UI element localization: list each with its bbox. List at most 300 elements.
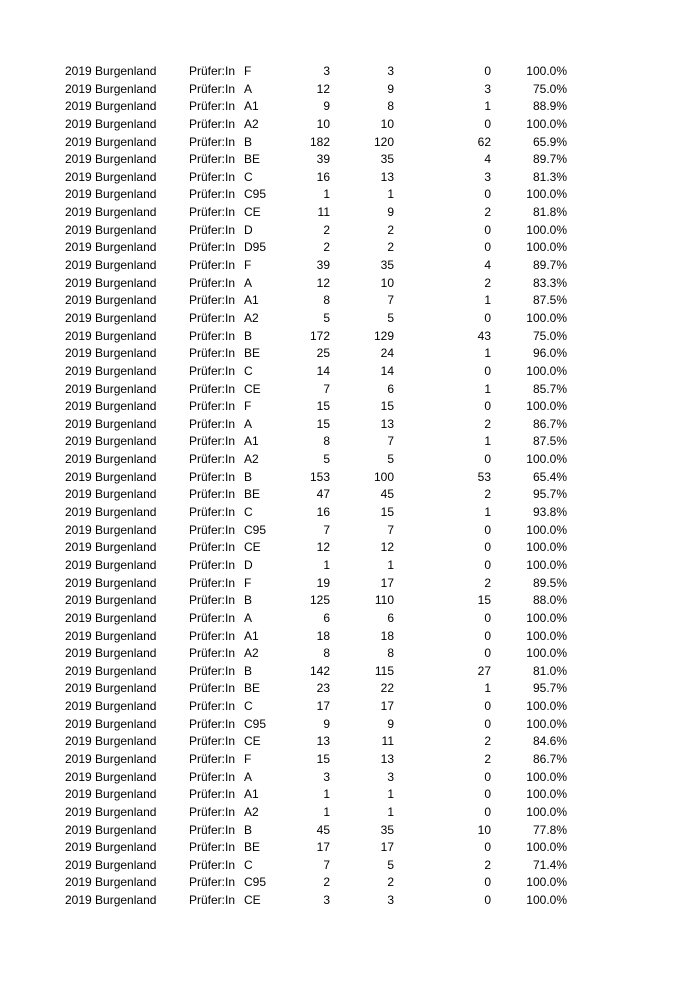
total-count-cell: 39: [316, 152, 330, 167]
region-cell: 2019 Burgenland: [65, 751, 157, 766]
pass-rate-cell: 100.0%: [526, 522, 567, 537]
table-row: [0, 839, 700, 857]
region-cell: 2019 Burgenland: [65, 275, 157, 290]
table-row: [0, 433, 700, 451]
total-count-cell: 7: [323, 857, 330, 872]
passed-count-cell: 129: [373, 328, 394, 343]
table-row: [0, 522, 700, 540]
region-cell: 2019 Burgenland: [65, 169, 157, 184]
table-row: [0, 416, 700, 434]
role-cell: Prüfer:In: [189, 557, 236, 572]
role-cell: Prüfer:In: [189, 769, 236, 784]
passed-count-cell: 3: [387, 893, 394, 908]
total-count-cell: 9: [323, 716, 330, 731]
license-class-cell: C95: [244, 716, 267, 731]
failed-count-cell: 2: [484, 205, 491, 220]
pass-rate-cell: 85.7%: [532, 381, 567, 396]
license-class-cell: F: [244, 258, 252, 273]
pass-rate-cell: 87.5%: [532, 293, 567, 308]
pass-rate-cell: 100.0%: [526, 646, 567, 661]
license-class-cell: A1: [244, 434, 259, 449]
region-cell: 2019 Burgenland: [65, 557, 157, 572]
passed-count-cell: 100: [373, 469, 394, 484]
failed-count-cell: 1: [484, 99, 491, 114]
total-count-cell: 23: [316, 681, 330, 696]
total-count-cell: 1: [323, 787, 330, 802]
region-cell: 2019 Burgenland: [65, 134, 157, 149]
failed-count-cell: 1: [484, 505, 491, 520]
role-cell: Prüfer:In: [189, 610, 236, 625]
pass-rate-cell: 95.7%: [532, 487, 567, 502]
license-class-cell: A: [244, 416, 253, 431]
table-row: [0, 451, 700, 469]
passed-count-cell: 115: [374, 663, 394, 678]
pass-rate-cell: 83.3%: [532, 275, 567, 290]
passed-count-cell: 1: [387, 787, 394, 802]
pass-rate-cell: 100.0%: [526, 116, 567, 131]
passed-count-cell: 120: [373, 134, 394, 149]
role-cell: Prüfer:In: [189, 81, 236, 96]
failed-count-cell: 4: [484, 152, 491, 167]
license-class-cell: A1: [244, 293, 259, 308]
passed-count-cell: 13: [380, 416, 394, 431]
passed-count-cell: 12: [380, 540, 394, 555]
table-row: [0, 610, 700, 628]
table-row: [0, 186, 700, 204]
region-cell: 2019 Burgenland: [65, 593, 157, 608]
region-cell: 2019 Burgenland: [65, 381, 157, 396]
table-row: [0, 292, 700, 310]
region-cell: 2019 Burgenland: [65, 769, 157, 784]
role-cell: Prüfer:In: [189, 205, 236, 220]
role-cell: Prüfer:In: [189, 134, 236, 149]
role-cell: Prüfer:In: [189, 222, 236, 237]
passed-count-cell: 5: [387, 857, 394, 872]
passed-count-cell: 9: [387, 716, 394, 731]
failed-count-cell: 2: [484, 734, 491, 749]
passed-count-cell: 15: [380, 399, 394, 414]
failed-count-cell: 0: [484, 557, 491, 572]
region-cell: 2019 Burgenland: [65, 187, 157, 202]
region-cell: 2019 Burgenland: [65, 205, 157, 220]
passed-count-cell: 22: [380, 681, 394, 696]
license-class-cell: A2: [244, 310, 259, 325]
passed-count-cell: 6: [387, 610, 394, 625]
failed-count-cell: 0: [484, 452, 491, 467]
role-cell: Prüfer:In: [189, 505, 236, 520]
failed-count-cell: 0: [484, 187, 491, 202]
region-cell: 2019 Burgenland: [65, 293, 157, 308]
region-cell: 2019 Burgenland: [65, 452, 157, 467]
pass-rate-cell: 100.0%: [526, 840, 567, 855]
role-cell: Prüfer:In: [189, 663, 236, 678]
table-row: [0, 239, 700, 257]
total-count-cell: 1: [323, 557, 330, 572]
table-row: [0, 892, 700, 910]
license-class-cell: CE: [244, 893, 261, 908]
region-cell: 2019 Burgenland: [65, 540, 157, 555]
region-cell: 2019 Burgenland: [65, 840, 157, 855]
passed-count-cell: 5: [387, 452, 394, 467]
total-count-cell: 12: [316, 81, 330, 96]
table-row: [0, 575, 700, 593]
table-row: [0, 398, 700, 416]
table-row: [0, 733, 700, 751]
passed-count-cell: 5: [387, 310, 394, 325]
passed-count-cell: 1: [387, 804, 394, 819]
pass-rate-cell: 88.0%: [532, 593, 567, 608]
role-cell: Prüfer:In: [189, 328, 236, 343]
license-class-cell: A: [244, 769, 253, 784]
role-cell: Prüfer:In: [189, 487, 236, 502]
region-cell: 2019 Burgenland: [65, 663, 157, 678]
pass-rate-cell: 100.0%: [526, 787, 567, 802]
table-row: [0, 557, 700, 575]
table-row: [0, 151, 700, 169]
table-row: [0, 81, 700, 99]
pass-rate-cell: 81.0%: [532, 663, 567, 678]
pass-rate-cell: 75.0%: [532, 328, 567, 343]
total-count-cell: 1: [323, 187, 330, 202]
passed-count-cell: 9: [387, 205, 394, 220]
license-class-cell: F: [244, 575, 252, 590]
pass-rate-cell: 95.7%: [532, 681, 567, 696]
role-cell: Prüfer:In: [189, 840, 236, 855]
failed-count-cell: 0: [484, 610, 491, 625]
total-count-cell: 8: [323, 434, 330, 449]
role-cell: Prüfer:In: [189, 893, 236, 908]
license-class-cell: C: [244, 169, 253, 184]
pass-rate-cell: 100.0%: [526, 399, 567, 414]
role-cell: Prüfer:In: [189, 822, 236, 837]
region-cell: 2019 Burgenland: [65, 505, 157, 520]
failed-count-cell: 2: [484, 487, 491, 502]
license-class-cell: D95: [244, 240, 267, 255]
region-cell: 2019 Burgenland: [65, 99, 157, 114]
pass-rate-cell: 100.0%: [526, 187, 567, 202]
license-class-cell: F: [244, 751, 252, 766]
total-count-cell: 172: [309, 328, 330, 343]
total-count-cell: 3: [323, 64, 330, 78]
passed-count-cell: 10: [380, 275, 394, 290]
failed-count-cell: 43: [477, 328, 491, 343]
role-cell: Prüfer:In: [189, 346, 236, 361]
role-cell: Prüfer:In: [189, 628, 236, 643]
total-count-cell: 9: [323, 99, 330, 114]
passed-count-cell: 7: [387, 293, 394, 308]
failed-count-cell: 0: [484, 522, 491, 537]
failed-count-cell: 0: [484, 840, 491, 855]
failed-count-cell: 62: [477, 134, 491, 149]
pass-rate-cell: 84.6%: [532, 734, 567, 749]
failed-count-cell: 15: [477, 593, 491, 608]
pass-rate-cell: 77.8%: [532, 822, 567, 837]
failed-count-cell: 0: [484, 769, 491, 784]
region-cell: 2019 Burgenland: [65, 328, 157, 343]
passed-count-cell: 35: [380, 822, 394, 837]
failed-count-cell: 3: [484, 81, 491, 96]
license-class-cell: D: [244, 557, 253, 572]
pass-rate-cell: 100.0%: [526, 875, 567, 890]
region-cell: 2019 Burgenland: [65, 875, 157, 890]
table-row: [0, 310, 700, 328]
role-cell: Prüfer:In: [189, 258, 236, 273]
passed-count-cell: 17: [380, 575, 394, 590]
table-row: [0, 169, 700, 187]
role-cell: Prüfer:In: [189, 716, 236, 731]
failed-count-cell: 0: [484, 540, 491, 555]
region-cell: 2019 Burgenland: [65, 258, 157, 273]
pass-rate-cell: 86.7%: [532, 416, 567, 431]
total-count-cell: 10: [316, 116, 330, 131]
passed-count-cell: 9: [387, 81, 394, 96]
passed-count-cell: 11: [381, 734, 394, 749]
failed-count-cell: 0: [484, 222, 491, 237]
passed-count-cell: 7: [387, 434, 394, 449]
table-row: [0, 769, 700, 787]
role-cell: Prüfer:In: [189, 593, 236, 608]
table-row: [0, 822, 700, 840]
table-row: [0, 857, 700, 875]
total-count-cell: 25: [316, 346, 330, 361]
table-row: [0, 116, 700, 134]
license-class-cell: CE: [244, 540, 261, 555]
license-class-cell: B: [244, 593, 253, 608]
pass-rate-cell: 100.0%: [526, 769, 567, 784]
failed-count-cell: 3: [484, 169, 491, 184]
failed-count-cell: 0: [484, 399, 491, 414]
total-count-cell: 6: [323, 610, 330, 625]
failed-count-cell: 2: [484, 857, 491, 872]
table-row: [0, 786, 700, 804]
region-cell: 2019 Burgenland: [65, 699, 157, 714]
region-cell: 2019 Burgenland: [65, 310, 157, 325]
region-cell: 2019 Burgenland: [65, 363, 157, 378]
failed-count-cell: 2: [484, 275, 491, 290]
failed-count-cell: 53: [477, 469, 491, 484]
role-cell: Prüfer:In: [189, 363, 236, 378]
table-row: [0, 469, 700, 487]
license-class-cell: C: [244, 505, 253, 520]
passed-count-cell: 13: [380, 169, 394, 184]
failed-count-cell: 0: [484, 716, 491, 731]
license-class-cell: A1: [244, 628, 259, 643]
total-count-cell: 14: [316, 363, 330, 378]
passed-count-cell: 15: [380, 505, 394, 520]
total-count-cell: 13: [316, 734, 330, 749]
pass-rate-cell: 81.3%: [532, 169, 567, 184]
role-cell: Prüfer:In: [189, 416, 236, 431]
table-row: [0, 804, 700, 822]
table-row: [0, 363, 700, 381]
failed-count-cell: 27: [477, 663, 491, 678]
pass-rate-cell: 75.0%: [532, 81, 567, 96]
license-class-cell: C95: [244, 522, 267, 537]
table-row: [0, 539, 700, 557]
passed-count-cell: 110: [374, 593, 394, 608]
failed-count-cell: 0: [484, 804, 491, 819]
license-class-cell: BE: [244, 487, 261, 502]
pass-rate-cell: 71.4%: [532, 857, 567, 872]
role-cell: Prüfer:In: [189, 522, 236, 537]
pass-rate-cell: 93.8%: [532, 505, 567, 520]
region-cell: 2019 Burgenland: [65, 804, 157, 819]
region-cell: 2019 Burgenland: [65, 434, 157, 449]
region-cell: 2019 Burgenland: [65, 646, 157, 661]
license-class-cell: B: [244, 134, 253, 149]
license-class-cell: D: [244, 222, 253, 237]
total-count-cell: 11: [317, 205, 330, 220]
total-count-cell: 5: [323, 310, 330, 325]
role-cell: Prüfer:In: [189, 787, 236, 802]
region-cell: 2019 Burgenland: [65, 487, 157, 502]
license-class-cell: C95: [244, 875, 267, 890]
failed-count-cell: 1: [484, 434, 491, 449]
data-table: [0, 63, 700, 910]
failed-count-cell: 0: [484, 310, 491, 325]
license-class-cell: B: [244, 469, 253, 484]
passed-count-cell: 17: [380, 699, 394, 714]
failed-count-cell: 2: [484, 575, 491, 590]
region-cell: 2019 Burgenland: [65, 787, 157, 802]
total-count-cell: 142: [309, 663, 330, 678]
table-row: [0, 504, 700, 522]
total-count-cell: 45: [316, 822, 330, 837]
role-cell: Prüfer:In: [189, 116, 236, 131]
table-row: [0, 381, 700, 399]
total-count-cell: 17: [316, 699, 330, 714]
region-cell: 2019 Burgenland: [65, 822, 157, 837]
role-cell: Prüfer:In: [189, 734, 236, 749]
passed-count-cell: 2: [387, 875, 394, 890]
passed-count-cell: 7: [387, 522, 394, 537]
role-cell: Prüfer:In: [189, 804, 236, 819]
region-cell: 2019 Burgenland: [65, 81, 157, 96]
region-cell: 2019 Burgenland: [65, 222, 157, 237]
total-count-cell: 16: [316, 169, 330, 184]
passed-count-cell: 8: [387, 646, 394, 661]
total-count-cell: 15: [316, 751, 330, 766]
passed-count-cell: 2: [387, 222, 394, 237]
table-row: [0, 628, 700, 646]
table-row: [0, 874, 700, 892]
pass-rate-cell: 100.0%: [526, 222, 567, 237]
total-count-cell: 8: [323, 646, 330, 661]
passed-count-cell: 45: [380, 487, 394, 502]
failed-count-cell: 0: [484, 699, 491, 714]
passed-count-cell: 14: [380, 363, 394, 378]
role-cell: Prüfer:In: [189, 152, 236, 167]
failed-count-cell: 1: [484, 681, 491, 696]
pass-rate-cell: 89.7%: [532, 258, 567, 273]
total-count-cell: 1: [323, 804, 330, 819]
license-class-cell: B: [244, 822, 253, 837]
region-cell: 2019 Burgenland: [65, 681, 157, 696]
pass-rate-cell: 65.9%: [532, 134, 567, 149]
license-class-cell: C: [244, 363, 253, 378]
license-class-cell: BE: [244, 152, 261, 167]
table-row: [0, 204, 700, 222]
pass-rate-cell: 65.4%: [532, 469, 567, 484]
pass-rate-cell: 100.0%: [526, 363, 567, 378]
role-cell: Prüfer:In: [189, 434, 236, 449]
failed-count-cell: 0: [484, 64, 491, 78]
total-count-cell: 47: [316, 487, 330, 502]
failed-count-cell: 1: [484, 293, 491, 308]
role-cell: Prüfer:In: [189, 875, 236, 890]
table-row: [0, 486, 700, 504]
passed-count-cell: 8: [387, 99, 394, 114]
license-class-cell: B: [244, 663, 253, 678]
region-cell: 2019 Burgenland: [65, 522, 157, 537]
passed-count-cell: 24: [380, 346, 394, 361]
license-class-cell: A2: [244, 646, 259, 661]
passed-count-cell: 17: [380, 840, 394, 855]
region-cell: 2019 Burgenland: [65, 399, 157, 414]
total-count-cell: 7: [323, 381, 330, 396]
failed-count-cell: 0: [484, 787, 491, 802]
passed-count-cell: 10: [380, 116, 394, 131]
region-cell: 2019 Burgenland: [65, 469, 157, 484]
table-row: [0, 257, 700, 275]
role-cell: Prüfer:In: [189, 575, 236, 590]
pass-rate-cell: 100.0%: [526, 240, 567, 255]
table-row: [0, 680, 700, 698]
table-row: [0, 663, 700, 681]
role-cell: Prüfer:In: [189, 64, 236, 78]
role-cell: Prüfer:In: [189, 240, 236, 255]
table-row: [0, 222, 700, 240]
pass-rate-cell: 100.0%: [526, 804, 567, 819]
license-class-cell: BE: [244, 346, 261, 361]
role-cell: Prüfer:In: [189, 540, 236, 555]
license-class-cell: C95: [244, 187, 267, 202]
license-class-cell: A2: [244, 116, 259, 131]
license-class-cell: A: [244, 275, 253, 290]
pass-rate-cell: 100.0%: [526, 628, 567, 643]
license-class-cell: A1: [244, 787, 259, 802]
region-cell: 2019 Burgenland: [65, 857, 157, 872]
table-row: [0, 63, 700, 81]
pass-rate-cell: 89.5%: [532, 575, 567, 590]
failed-count-cell: 0: [484, 240, 491, 255]
license-class-cell: F: [244, 399, 252, 414]
role-cell: Prüfer:In: [189, 469, 236, 484]
passed-count-cell: 35: [380, 152, 394, 167]
license-class-cell: A: [244, 610, 253, 625]
pass-rate-cell: 86.7%: [532, 751, 567, 766]
failed-count-cell: 10: [477, 822, 491, 837]
region-cell: 2019 Burgenland: [65, 734, 157, 749]
table-row: [0, 98, 700, 116]
total-count-cell: 15: [316, 399, 330, 414]
failed-count-cell: 0: [484, 893, 491, 908]
passed-count-cell: 1: [387, 557, 394, 572]
role-cell: Prüfer:In: [189, 646, 236, 661]
pass-rate-cell: 100.0%: [526, 716, 567, 731]
license-class-cell: F: [244, 64, 252, 78]
license-class-cell: A2: [244, 804, 259, 819]
table-row: [0, 645, 700, 663]
passed-count-cell: 1: [387, 187, 394, 202]
region-cell: 2019 Burgenland: [65, 416, 157, 431]
pass-rate-cell: 81.8%: [532, 205, 567, 220]
failed-count-cell: 0: [484, 875, 491, 890]
total-count-cell: 12: [316, 275, 330, 290]
passed-count-cell: 35: [380, 258, 394, 273]
role-cell: Prüfer:In: [189, 751, 236, 766]
table-row: [0, 134, 700, 152]
